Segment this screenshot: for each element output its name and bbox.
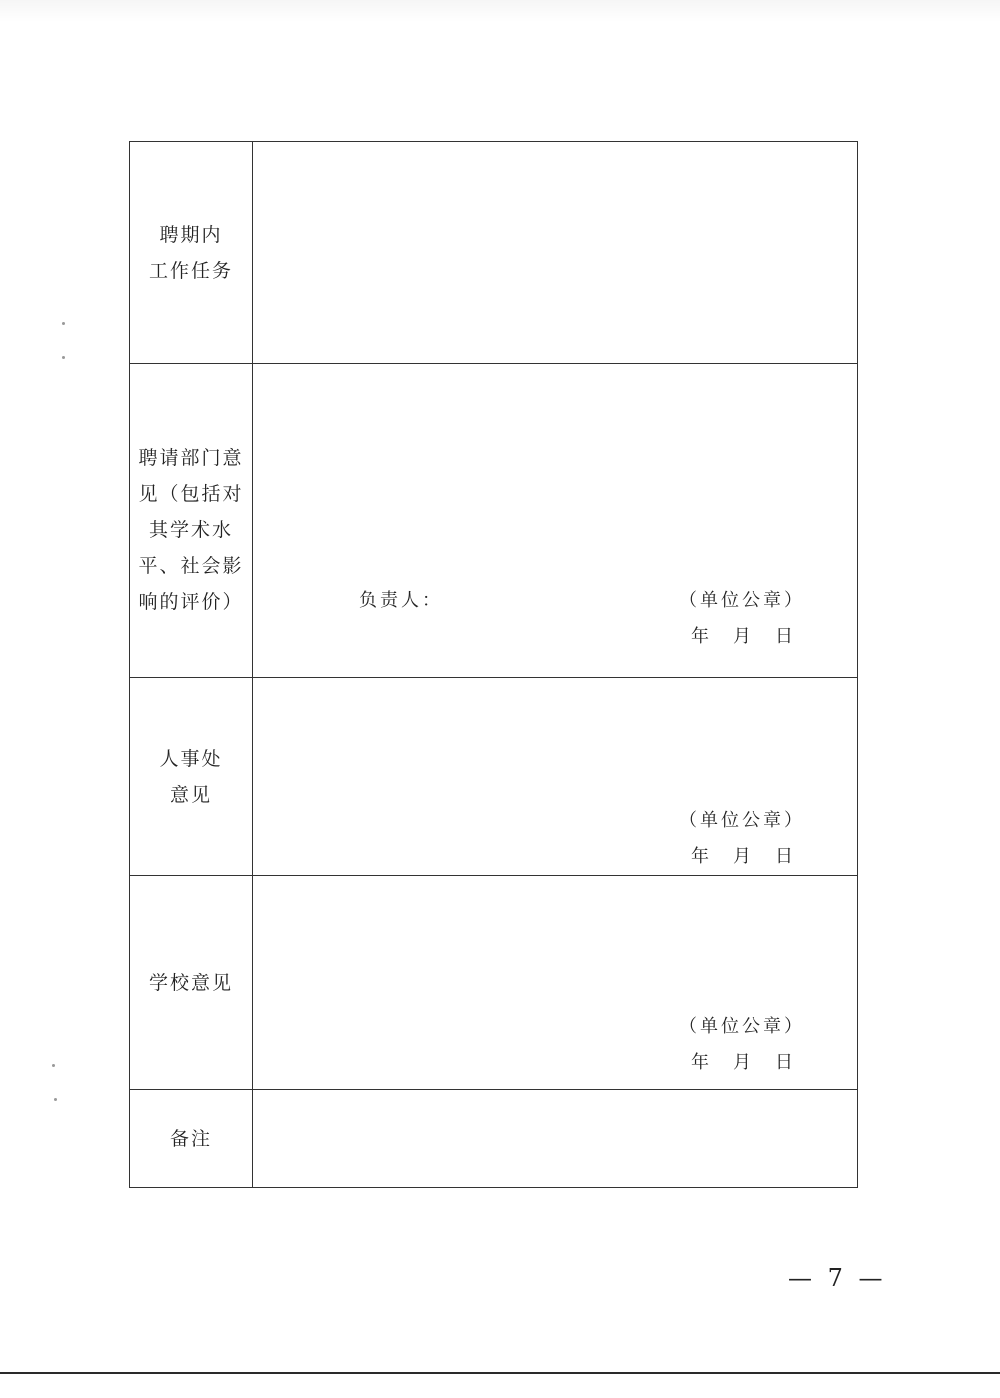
- label-school-opinion: [130, 876, 253, 1090]
- page-number: — 7 —: [788, 1264, 887, 1292]
- work-tasks-field[interactable]: [253, 142, 858, 364]
- date-label: 年 月 日: [691, 1052, 796, 1073]
- label-line: 工作任务: [148, 259, 233, 282]
- scan-bottom-edge: [0, 1372, 1000, 1398]
- remarks-field[interactable]: [253, 1090, 858, 1188]
- scan-top-edge: [0, 0, 1000, 22]
- label-line: 聘期内: [159, 223, 223, 246]
- form-row-department-opinion: [130, 364, 858, 678]
- label-line: 见（包括对: [138, 483, 244, 505]
- label-line: 响的评价）: [138, 591, 244, 613]
- label-line: 备注: [169, 1127, 212, 1150]
- school-opinion-field[interactable]: [253, 876, 858, 1090]
- label-remarks: [130, 1090, 253, 1188]
- scan-speck: [54, 1098, 57, 1101]
- scan-speck: [52, 1064, 55, 1067]
- label-line: 人事处: [159, 747, 223, 770]
- seal-label: （单位公章）: [679, 1016, 805, 1037]
- label-line: 聘请部门意: [138, 447, 244, 469]
- hr-opinion-field[interactable]: [253, 678, 858, 876]
- form-row-work-tasks: [130, 142, 858, 364]
- label-work-tasks: [130, 142, 253, 364]
- scan-speck: [62, 322, 65, 325]
- department-opinion-field[interactable]: [253, 364, 858, 678]
- form-row-school-opinion: [130, 876, 858, 1090]
- seal-label: （单位公章）: [679, 810, 805, 831]
- date-label: 年 月 日: [691, 846, 796, 867]
- form-row-hr-opinion: [130, 678, 858, 876]
- label-line: 学校意见: [148, 971, 233, 994]
- appointment-form-table: [129, 141, 858, 1188]
- signer-label: 负责人：: [359, 590, 443, 611]
- date-label: 年 月 日: [691, 626, 796, 647]
- label-line: 其学术水: [148, 519, 233, 541]
- label-hr-opinion: [130, 678, 253, 876]
- form-row-remarks: [130, 1090, 858, 1188]
- label-department-opinion: [130, 364, 253, 678]
- scan-speck: [62, 356, 65, 359]
- label-line: 意见: [169, 783, 212, 806]
- seal-label: （单位公章）: [679, 590, 805, 611]
- label-line: 平、社会影: [138, 555, 244, 577]
